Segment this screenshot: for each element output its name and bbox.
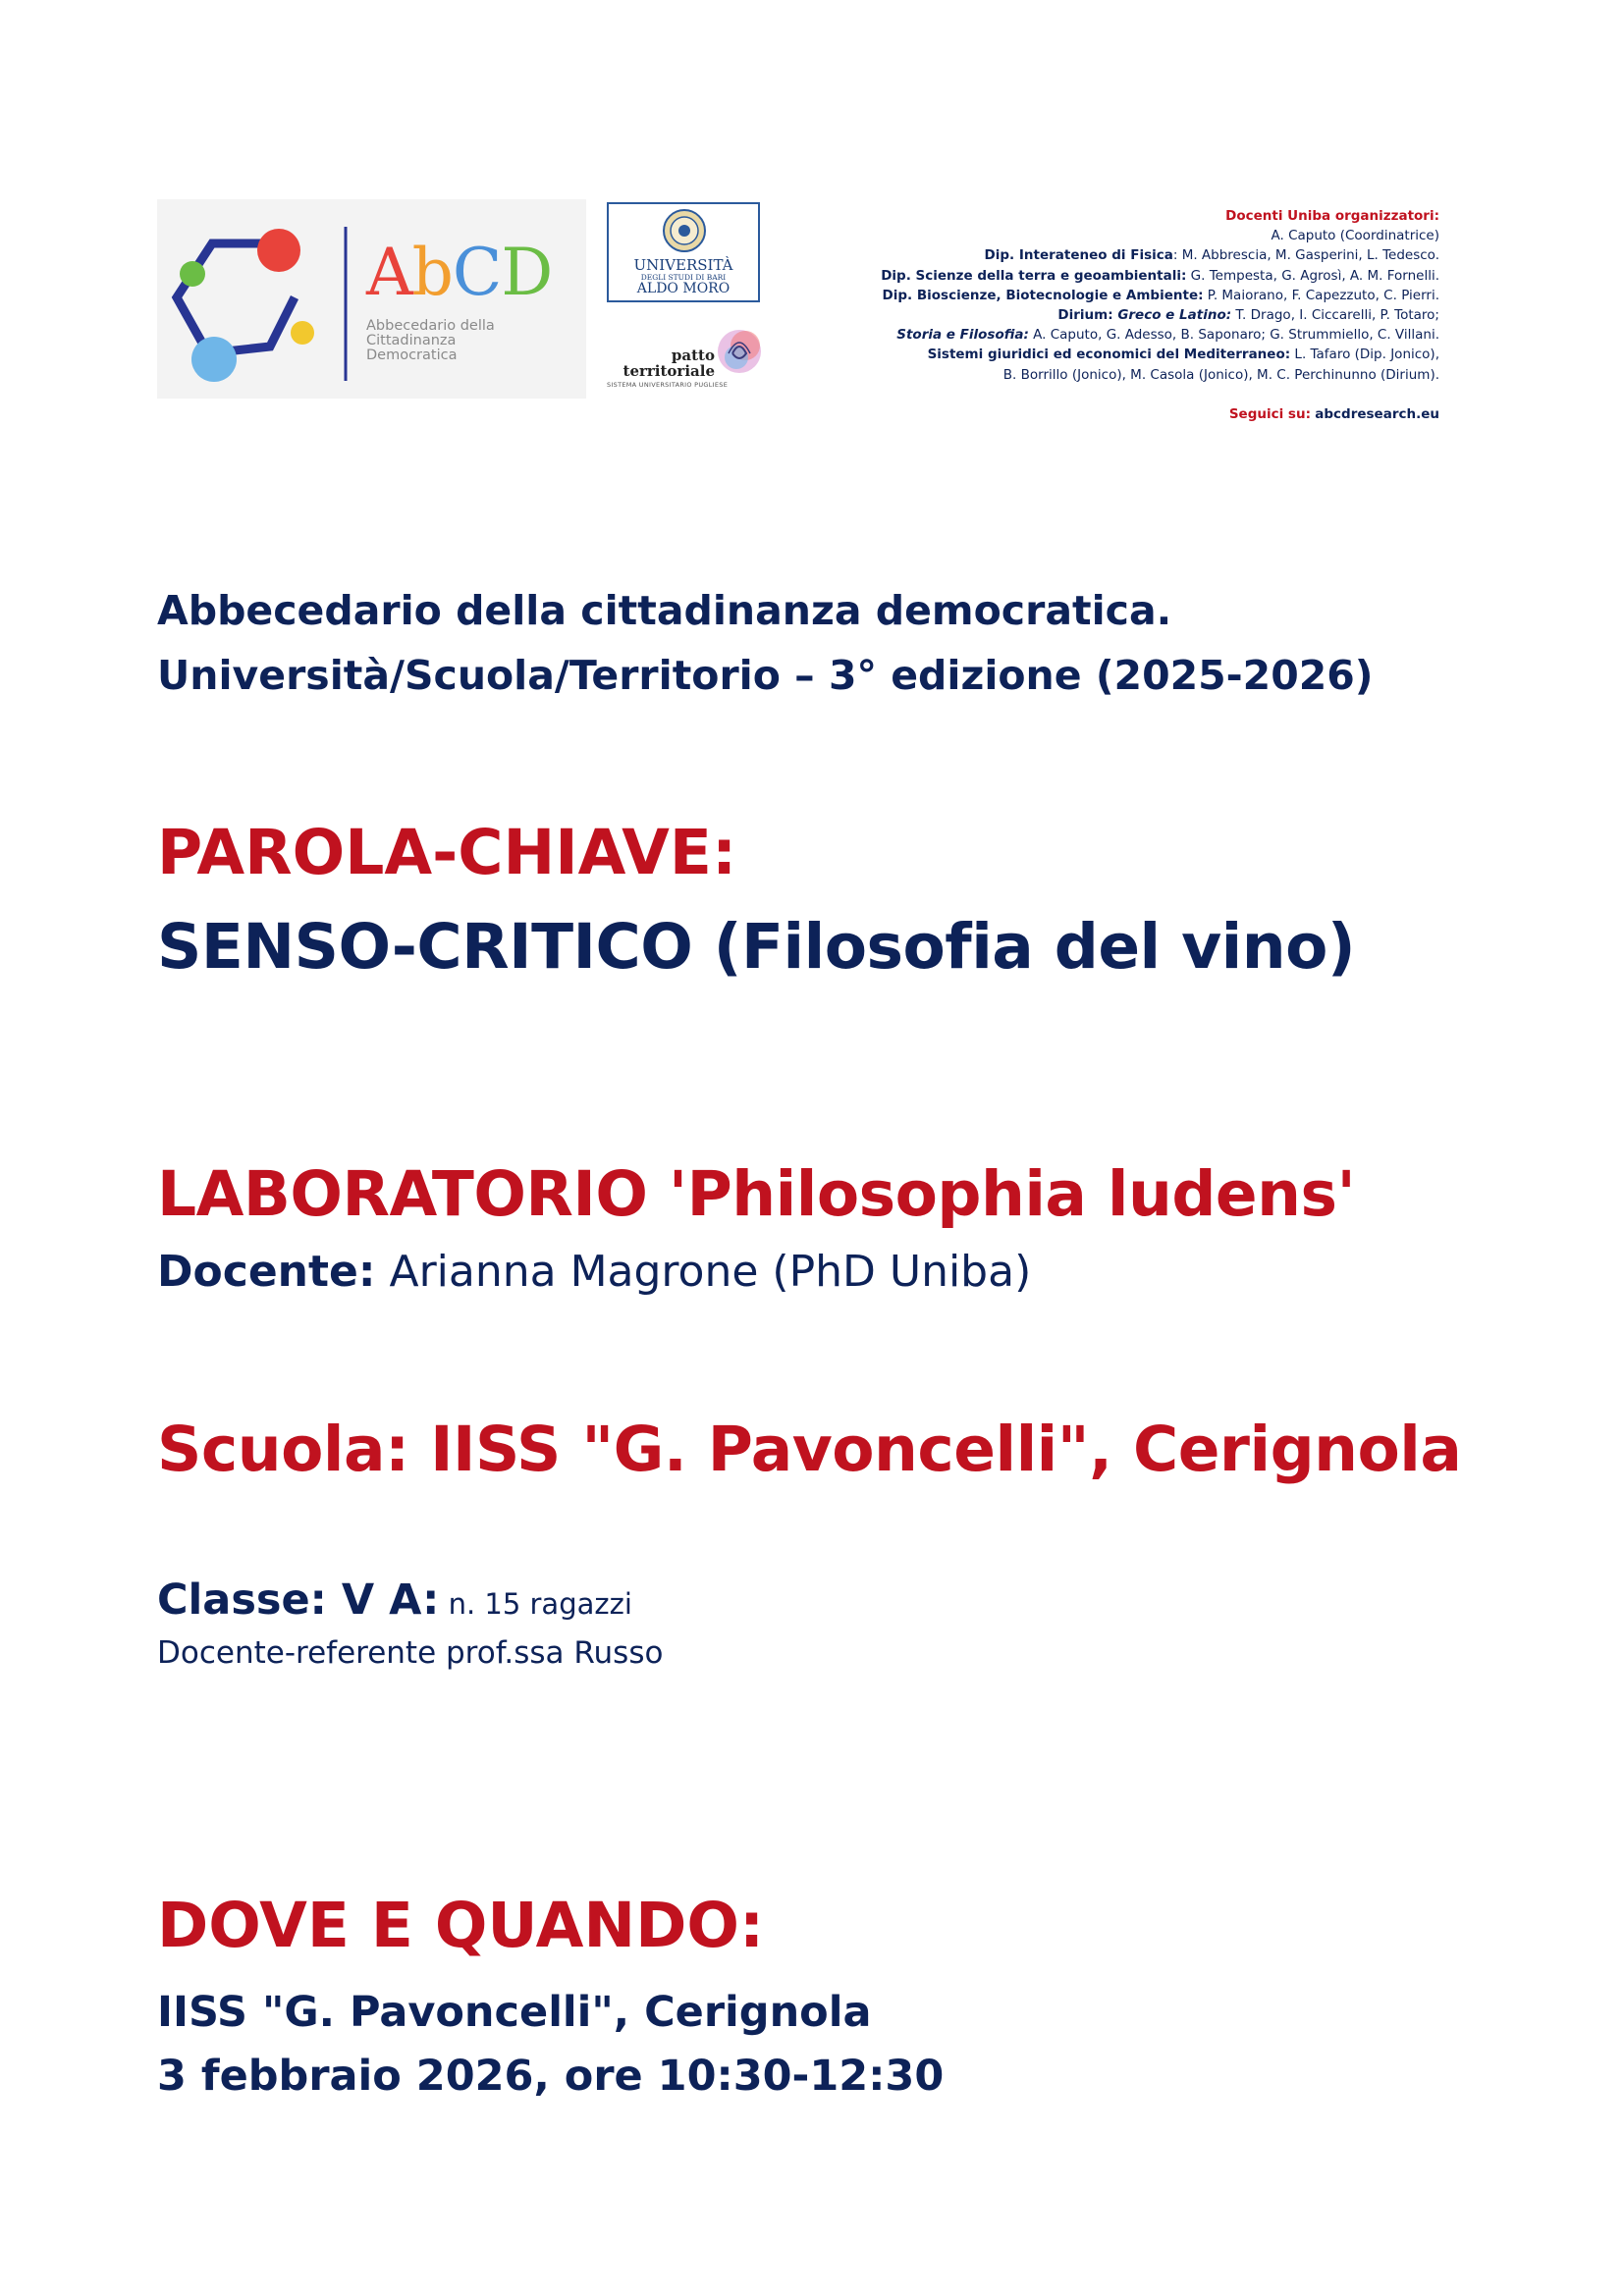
keyword-value: SENSO-CRITICO (Filosofia del vino) (157, 911, 1356, 983)
organizers-dept-italic: Storia e Filosofia: (896, 327, 1029, 344)
intro-edition: Università/Scuola/Territorio – 3° edizione (2025-2026) (157, 652, 1374, 699)
abcd-subtitle-line: Abbecedario della (366, 318, 495, 334)
follow-site-link[interactable]: abcdresearch.eu (1315, 405, 1439, 422)
organizers-row (752, 245, 1439, 265)
keyword-label: PAROLA-CHIAVE: (157, 817, 737, 888)
organizers-row (752, 305, 1439, 325)
organizers-names: A. Caputo, G. Adesso, B. Saponaro; G. Strummiello, C. Villani. (1028, 327, 1439, 344)
organizers-dept: Dirium: (1057, 307, 1118, 324)
organizers-coordinator: A. Caputo (Coordinatrice) (1271, 228, 1439, 244)
organizers-row (752, 345, 1439, 364)
uniba-logo (607, 202, 760, 302)
abcd-subtitle (366, 319, 563, 363)
patto-territoriale-logo (607, 320, 764, 397)
organizers-block (752, 206, 1439, 424)
uniba-aldo-moro: ALDO MORO (636, 281, 731, 296)
organizers-dept: Dip. Scienze della terra e geoambientali: (881, 267, 1187, 284)
class-referent: Docente-referente prof.ssa Russo (157, 1635, 664, 1671)
patto-subtitle: SISTEMA UNIVERSITARIO PUGLIESE (607, 381, 729, 389)
teacher-name: Arianna Magrone (PhD Uniba) (375, 1247, 1032, 1297)
where-when-label: DOVE E QUANDO: (157, 1890, 765, 1961)
laboratory-teacher (157, 1247, 1031, 1297)
organizers-names: G. Tempesta, G. Agrosì, A. M. Fornelli. (1186, 267, 1439, 284)
organizers-dept: Dip. Interateneo di Fisica (984, 247, 1173, 264)
uniba-seal-icon (662, 208, 707, 253)
class-label: Classe: V A: (157, 1575, 440, 1625)
abcd-letter: C (452, 235, 502, 310)
organizers-dept: Dip. Bioscienze, Biotecnologie e Ambiente: (882, 287, 1204, 303)
abcd-letter: b (411, 235, 453, 310)
class-count: n. 15 ragazzi (439, 1587, 632, 1621)
patto-line: patto (671, 347, 715, 364)
class-line (157, 1575, 632, 1625)
organizers-title: Docenti Uniba organizzatori: (1225, 208, 1439, 224)
abcd-subtitle-line: Cittadinanza (366, 333, 457, 348)
where-when-date: 3 febbraio 2026, ore 10:30-12:30 (157, 2052, 945, 2101)
follow-us (752, 404, 1439, 424)
where-when-place: IISS "G. Pavoncelli", Cerignola (157, 1988, 872, 2037)
abcd-letter: D (501, 235, 553, 310)
organizers-names: P. Maiorano, F. Capezzuto, C. Pierri. (1203, 287, 1439, 303)
organizers-dept: Sistemi giuridici ed economici del Mediterraneo: (927, 347, 1291, 363)
organizers-row (752, 266, 1439, 286)
abcd-subtitle-line: Democratica (366, 347, 458, 363)
organizers-dept-italic: Greco e Latino: (1117, 307, 1232, 324)
organizers-row (752, 365, 1439, 385)
organizers-names: T. Drago, I. Ciccarelli, P. Totaro; (1231, 307, 1439, 324)
follow-label: Seguici su: (1228, 405, 1311, 422)
abcd-letter: A (366, 235, 412, 310)
organizers-names: B. Borrillo (Jonico), M. Casola (Jonico), M. C. Perchinunno (Dirium). (1002, 366, 1439, 383)
uniba-subname: DEGLI STUDI DI BARI (640, 273, 727, 282)
organizers-names: L. Tafaro (Dip. Jonico), (1290, 347, 1439, 363)
intro-title: Abbecedario della cittadinanza democratica. (157, 587, 1172, 634)
organizers-names: : M. Abbrescia, M. Gasperini, L. Tedesco. (1172, 247, 1439, 264)
uniba-name: UNIVERSITÀ (633, 256, 733, 274)
patto-wordmark (623, 347, 715, 379)
teacher-label: Docente: (157, 1247, 376, 1297)
organizers-row (752, 325, 1439, 345)
patto-line: territoriale (623, 362, 715, 380)
school-heading: Scuola: IISS "G. Pavoncelli", Cerignola (157, 1414, 1462, 1485)
laboratory-title: LABORATORIO 'Philosophia ludens' (157, 1158, 1356, 1230)
abcd-wordmark (366, 235, 553, 310)
abcd-logo (157, 199, 586, 399)
organizers-row (752, 286, 1439, 305)
